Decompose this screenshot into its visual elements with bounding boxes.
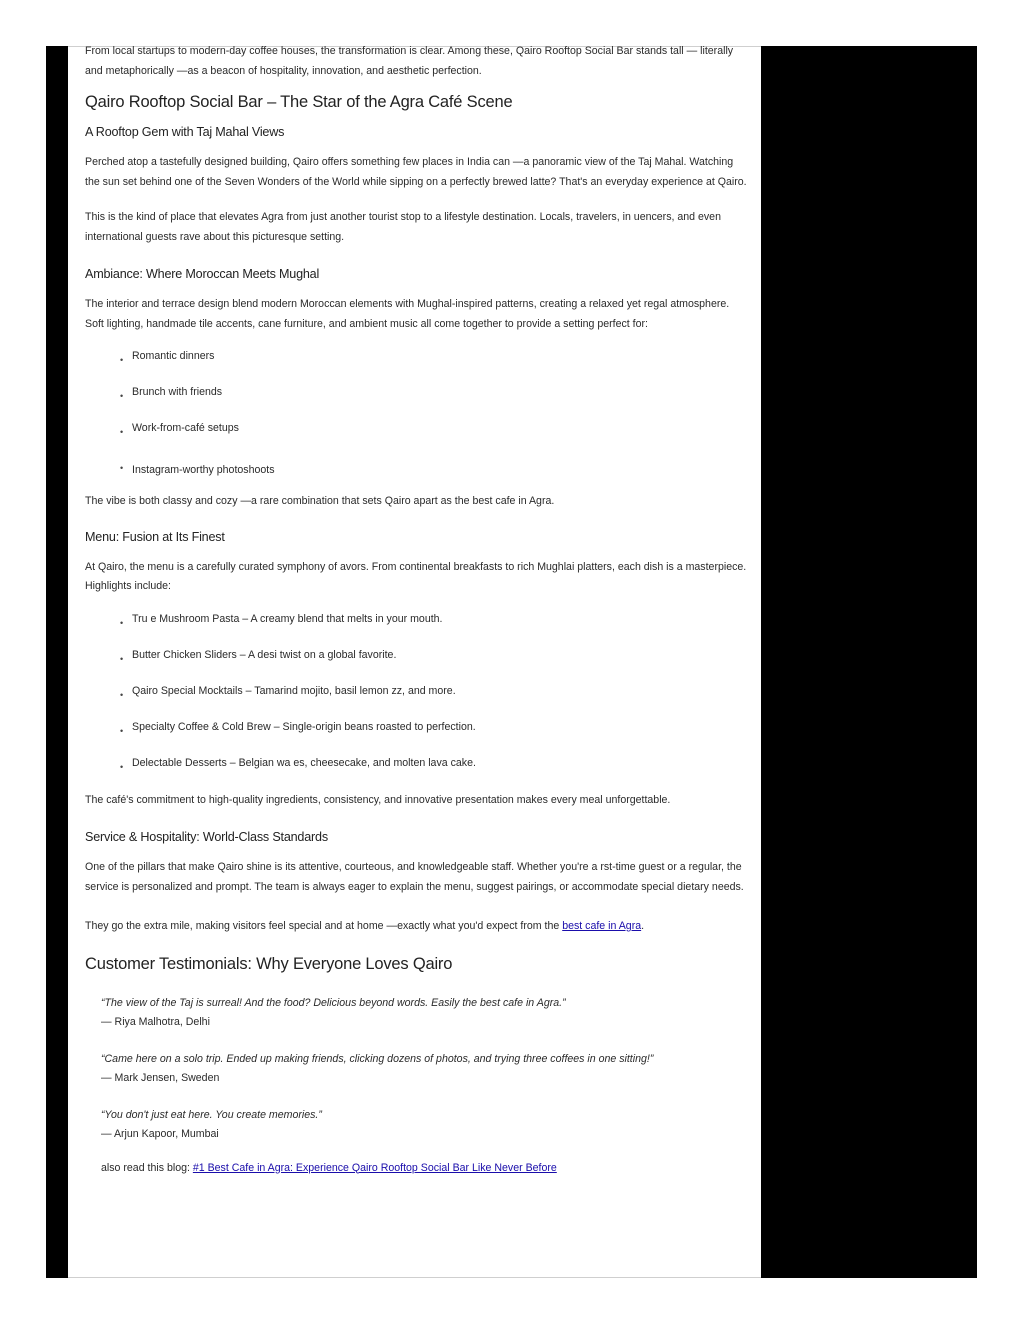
- list-item-text: Instagram-worthy photoshoots: [132, 464, 275, 476]
- testimonial-quote: “You don't just eat here. You create memories.”: [101, 1108, 322, 1121]
- also-read-line: [101, 1162, 749, 1174]
- list-item-text: Romantic dinners: [132, 350, 215, 362]
- paragraph-lifestyle: This is the kind of place that elevates Agra from just another tourist stop to a lifestyle destination. Locals, travelers, in uencers, and even international guests rave about this picturesque setting.: [85, 211, 721, 243]
- bottom-divider: [68, 1277, 761, 1278]
- subheading-ambiance: Ambiance: Where Moroccan Meets Mughal: [85, 267, 320, 281]
- list-item: [120, 611, 749, 628]
- list-item-text: Brunch with friends: [132, 386, 223, 398]
- testimonial: [101, 1106, 749, 1144]
- list-item-text: Delectable Desserts – Belgian wa es, cheesecake, and molten lava cake.: [132, 756, 476, 769]
- list-item-text: Tru e Mushroom Pasta – A creamy blend that melts in your mouth.: [132, 612, 443, 625]
- subheading-rooftop-gem: A Rooftop Gem with Taj Mahal Views: [85, 125, 285, 139]
- left-black-border: [46, 46, 68, 1278]
- paragraph-rooftop-view: Perched atop a tastefully designed building, Qairo offers something few places in India can —a panoramic view of the Taj Mahal. Watching the sun set behind one of the Seven Wonders of the World while sipping on a perfectly brewed latte? That's an everyday experience at Qairo.: [85, 156, 747, 188]
- testimonial-author: — Riya Malhotra, Delhi: [101, 1015, 210, 1028]
- bullet-icon: •: [120, 355, 124, 365]
- section-title-testimonials: Customer Testimonials: Why Everyone Loves Qairo: [85, 954, 453, 973]
- extra-mile-text: They go the extra mile, making visitors feel special and at home —exactly what you'd expect from the: [85, 920, 563, 932]
- menu-highlights-list: [85, 611, 749, 771]
- bullet-icon: •: [120, 391, 124, 401]
- also-read-label: also read this blog:: [101, 1161, 193, 1174]
- paragraph-commitment: The café's commitment to high-quality ingredients, consistency, and innovative presentation makes every meal unforgettable.: [85, 793, 671, 806]
- list-item-text: Butter Chicken Sliders – A desi twist on a global favorite.: [132, 648, 397, 661]
- list-item: [120, 348, 749, 365]
- paragraph-ambiance: The interior and terrace design blend modern Moroccan elements with Mughal-inspired patterns, creating a relaxed yet regal atmosphere. Soft lighting, handmade tile accents, cane furniture, and ambient music all come together to provide a setting perfect for:: [85, 298, 730, 330]
- bullet-icon: •: [120, 653, 124, 664]
- paragraph-vibe: The vibe is both classy and cozy —a rare combination that sets Qairo apart as the best cafe in Agra.: [85, 495, 555, 507]
- list-item-text: Qairo Special Mocktails – Tamarind mojito, basil lemon zz, and more.: [132, 684, 456, 697]
- list-item: [120, 719, 749, 736]
- list-item-text: Work-from-café setups: [132, 422, 239, 434]
- list-item: [120, 462, 749, 478]
- subheading-service: Service & Hospitality: World-Class Standards: [85, 830, 328, 844]
- list-item: [120, 755, 749, 772]
- list-item: [120, 647, 749, 664]
- intro-paragraph: From local startups to modern-day coffee houses, the transformation is clear. Among these, Qairo Rooftop Social Bar stands tall — literally and metaphorically —as a beacon of hospitality, innovation, and aesthetic perfection.: [85, 45, 734, 77]
- list-item-text: Specialty Coffee & Cold Brew – Single-origin beans roasted to perfection.: [132, 720, 476, 733]
- testimonial-quote: “The view of the Taj is surreal! And the food? Delicious beyond words. Easily the best cafe in Agra.”: [101, 996, 566, 1009]
- bullet-icon: •: [120, 725, 124, 736]
- bullet-icon: •: [120, 689, 124, 700]
- also-read-link[interactable]: #1 Best Cafe in Agra: Experience Qairo Rooftop Social Bar Like Never Before: [192, 1161, 557, 1174]
- paragraph-menu: At Qairo, the menu is a carefully curated symphony of avors. From continental breakfasts to rich Mughlai platters, each dish is a masterpiece. Highlights include:: [85, 560, 747, 592]
- ambiance-list: [85, 348, 749, 478]
- list-item: [120, 420, 749, 437]
- section-title-qairo: Qairo Rooftop Social Bar – The Star of the Agra Café Scene: [85, 93, 513, 111]
- extra-mile-end: .: [641, 920, 645, 932]
- testimonial-quote: “Came here on a solo trip. Ended up making friends, clicking dozens of photos, and trying three coffees in one sitting!”: [101, 1052, 654, 1065]
- testimonial: [101, 994, 749, 1032]
- best-cafe-link[interactable]: best cafe in Agra: [562, 920, 642, 932]
- article-content: [85, 42, 749, 1174]
- paragraph-extra-mile: [85, 917, 749, 937]
- subheading-menu: Menu: Fusion at Its Finest: [85, 529, 225, 544]
- list-item: [120, 384, 749, 401]
- testimonial: [101, 1050, 749, 1088]
- bullet-icon: •: [120, 617, 124, 628]
- bullet-icon: •: [120, 427, 124, 437]
- testimonial-author: — Mark Jensen, Sweden: [101, 1071, 220, 1084]
- right-black-panel: [761, 46, 977, 1278]
- bullet-icon: •: [120, 761, 124, 772]
- list-item: [120, 683, 749, 700]
- bullet-icon: •: [120, 463, 124, 473]
- paragraph-service: One of the pillars that make Qairo shine is its attentive, courteous, and knowledgeable staff. Whether you're a rst-time guest or a regular, the service is personalized and prompt. The team is always eager to explain the menu, suggest pairings, or accommodate special dietary needs.: [85, 861, 744, 893]
- testimonial-author: — Arjun Kapoor, Mumbai: [101, 1127, 219, 1140]
